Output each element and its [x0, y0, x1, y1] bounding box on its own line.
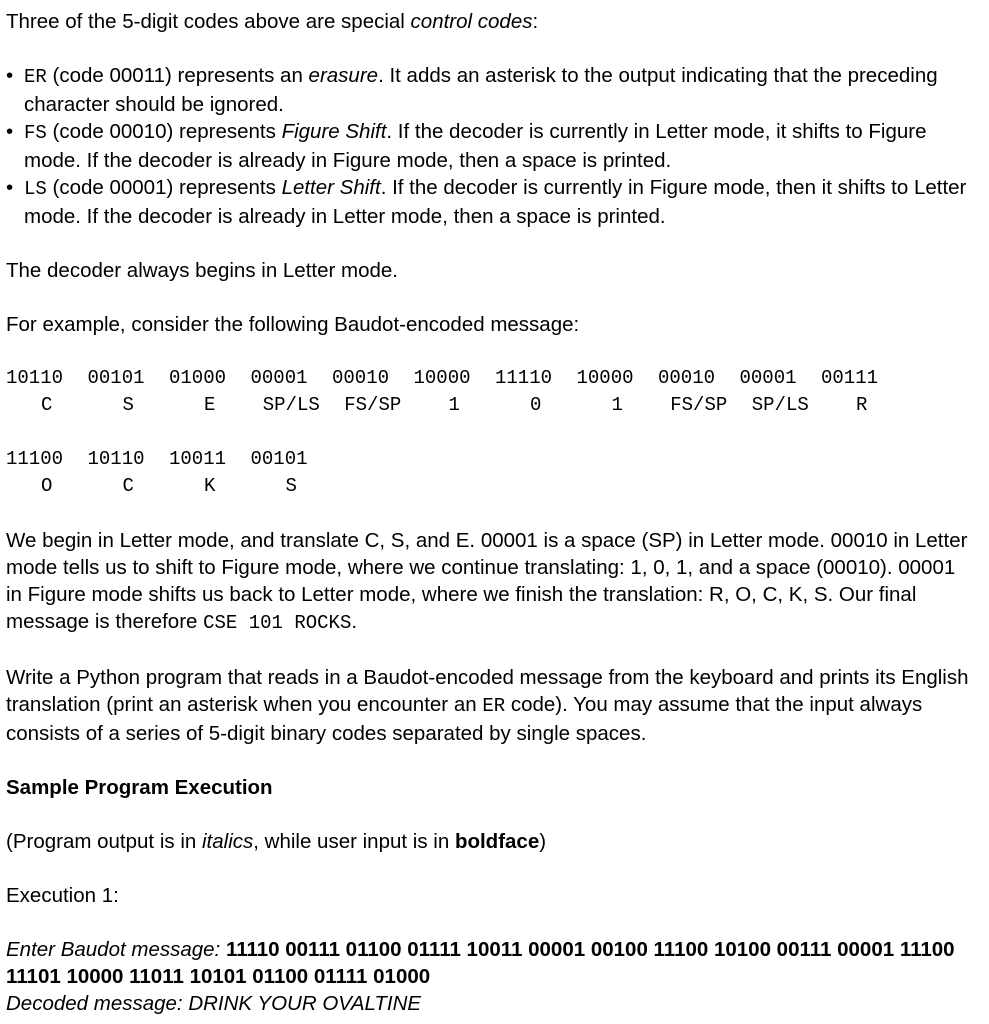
code-cell: 01000 [169, 367, 227, 389]
code-cell: 00001 [250, 367, 308, 389]
code-cell: 00010 [658, 367, 716, 389]
execution-output: Decoded message: DRINK YOUR OVALTINE [6, 992, 422, 1015]
bullet-code: LS [24, 178, 47, 200]
legend-text: (Program output is in [6, 830, 202, 853]
legend-bold: boldface [454, 830, 540, 853]
intro-punct: : [532, 10, 539, 33]
bullet-code: FS [24, 122, 47, 144]
explanation-paragraph [6, 527, 974, 637]
char-cell: K [204, 475, 216, 497]
char-cell: 1 [448, 394, 460, 416]
task-text: code). You may assume that the input always consists of a series of 5-digit binary codes separated by single spaces. [6, 693, 923, 745]
execution-label: Execution 1: [6, 884, 119, 907]
document-page [6, 8, 974, 1017]
bullet-fs [6, 118, 974, 174]
char-cell: S [285, 475, 297, 497]
legend-text: , while user input is in [253, 830, 455, 853]
bullet-emphasis: erasure [308, 64, 379, 87]
example-chars-row [6, 473, 974, 500]
char-cell: FS/SP [344, 394, 402, 416]
char-cell: C [122, 475, 134, 497]
example-codes-row [6, 446, 974, 473]
task-paragraph [6, 664, 974, 747]
code-cell: 00101 [87, 367, 145, 389]
bullet-text: (code 00010) represents [46, 120, 282, 143]
control-code-list [6, 62, 974, 230]
execution-prompt: Enter Baudot message: [6, 938, 226, 961]
code-cell: 10110 [6, 367, 64, 389]
legend-text: ) [539, 830, 547, 853]
code-cell: 10000 [576, 367, 634, 389]
example-codes-row [6, 365, 974, 392]
example-block-1 [6, 365, 974, 419]
execution-input: 11110 00111 01100 01111 10011 00001 00100 11100 10100 00111 00001 11100 11101 10000 11011 10101 01100 01111 01000 [6, 938, 955, 988]
char-cell: O [41, 475, 53, 497]
final-message-code: CSE 101 ROCKS [203, 612, 352, 634]
intro-text: Three of the 5-digit codes above are special [6, 10, 411, 33]
code-cell: 00111 [821, 367, 879, 389]
char-cell: R [856, 394, 868, 416]
bullet-code: ER [24, 66, 47, 88]
begin-paragraph: The decoder always begins in Letter mode. [6, 259, 399, 282]
intro-emphasis: control codes [410, 10, 533, 33]
sample-heading: Sample Program Execution [6, 776, 273, 799]
char-cell: SP/LS [262, 394, 320, 416]
legend-paragraph [6, 828, 974, 855]
bullet-er [6, 62, 974, 118]
char-cell: SP/LS [751, 394, 809, 416]
code-cell: 11110 [495, 367, 553, 389]
code-cell: 00010 [332, 367, 390, 389]
code-cell: 11100 [6, 448, 64, 470]
bullet-text: . If the decoder is currently in Figure mode, then it shifts to Letter mode. If the decoder is already in Letter mode, then a space is printed. [24, 176, 967, 228]
bullet-text: . If the decoder is currently in Letter mode, it shifts to Figure mode. If the decoder is already in Figure mode, then a space is printed. [24, 120, 927, 172]
bullet-ls [6, 174, 974, 230]
bullet-text: (code 00011) represents an [46, 64, 309, 87]
bullet-emphasis: Figure Shift [281, 120, 387, 143]
code-cell: 10011 [169, 448, 227, 470]
code-cell: 10110 [87, 448, 145, 470]
code-cell: 00101 [250, 448, 308, 470]
bullet-text: (code 00001) represents [46, 176, 282, 199]
example-block-2 [6, 446, 974, 500]
char-cell: S [122, 394, 134, 416]
bullet-emphasis: Letter Shift [281, 176, 381, 199]
example-intro-paragraph: For example, consider the following Baudot-encoded message: [6, 313, 580, 336]
code-cell: 00001 [739, 367, 797, 389]
char-cell: E [204, 394, 216, 416]
char-cell: 0 [530, 394, 542, 416]
char-cell: FS/SP [670, 394, 728, 416]
explanation-punct: . [351, 610, 358, 633]
legend-italic: italics [201, 830, 254, 853]
execution-transcript [6, 936, 974, 1017]
intro-paragraph [6, 8, 974, 35]
task-code: ER [482, 695, 506, 717]
bullet-text: . It adds an asterisk to the output indicating that the preceding character should be ignored. [24, 64, 938, 116]
char-cell: 1 [611, 394, 623, 416]
example-chars-row [6, 392, 974, 419]
explanation-text: We begin in Letter mode, and translate C, S, and E. 00001 is a space (SP) in Letter mode. 00010 in Letter mode tells us to shift to Figure mode, where we continue translating: 1, 0, 1, and a space (00010). 00001 in Figure mode shifts us back to Letter mode, where we finish the translation: R, O, C, K, S. Our final message is therefore [6, 529, 968, 633]
char-cell: C [41, 394, 53, 416]
task-text: Write a Python program that reads in a Baudot-encoded message from the keyboard and prints its English translation (print an asterisk when you encounter an [6, 666, 969, 716]
code-cell: 10000 [413, 367, 471, 389]
